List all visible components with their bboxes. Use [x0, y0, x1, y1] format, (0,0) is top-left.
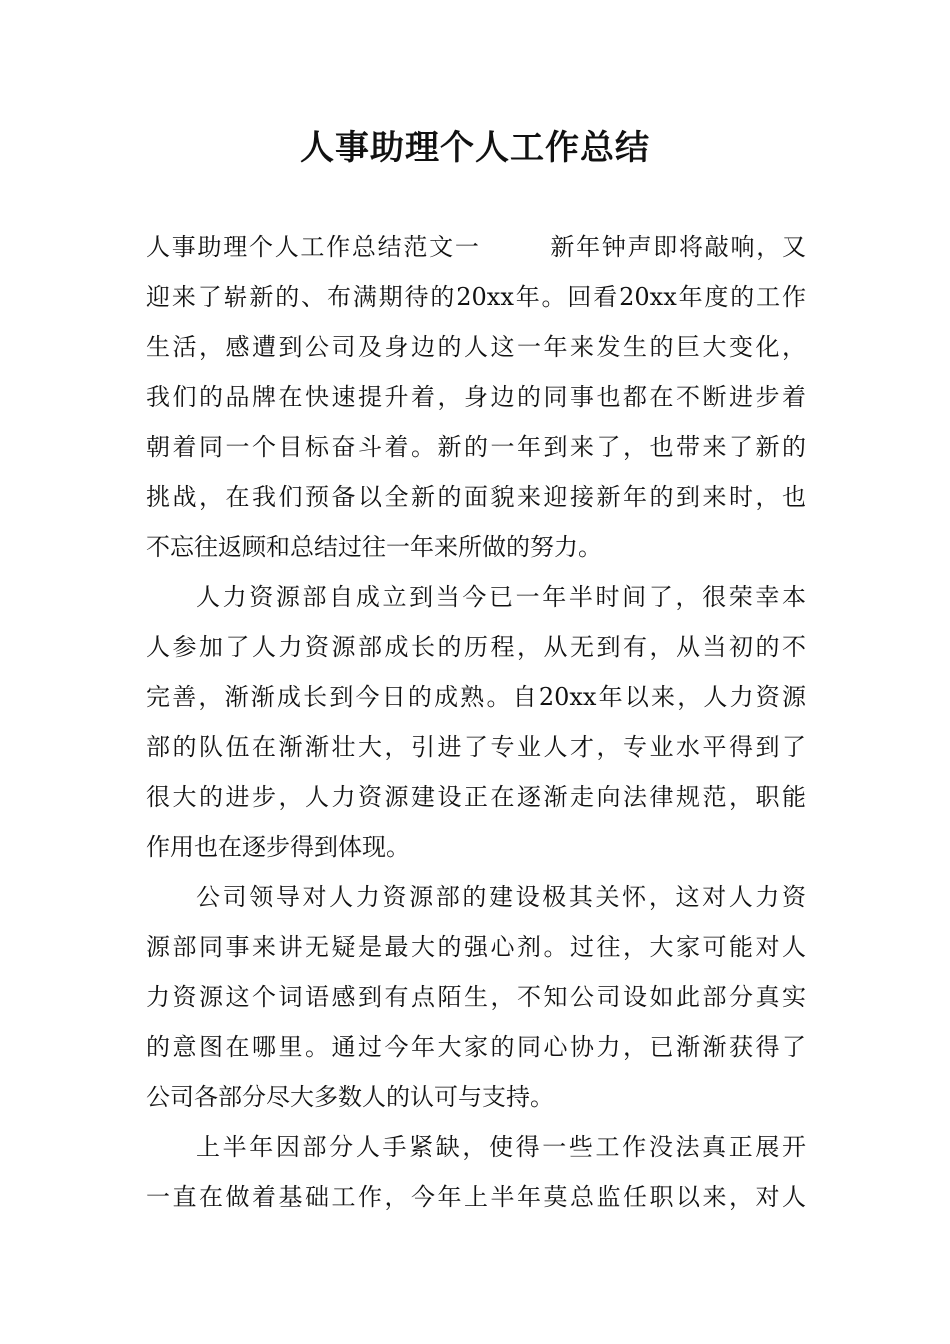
paragraph-line: 不忘往返顾和总结过往一年来所做的努力。 [146, 533, 602, 561]
paragraph-line: 挑战，在我们预备以全新的面貌来迎接新年的到来时，也 [146, 483, 806, 511]
paragraph-line: 部的队伍在渐渐壮大，引进了专业人才，专业水平得到了 [146, 733, 806, 761]
paragraph-line: 作用也在逐步得到体现。 [146, 833, 410, 861]
intro-label: 人事助理个人工作总结范文一 [146, 233, 481, 261]
paragraph-line: 很大的进步，人力资源建设正在逐渐走向法律规范，职能 [146, 783, 806, 811]
paragraph-line: 上半年因部分人手紧缺，使得一些工作没法真正展开 [196, 1133, 806, 1161]
paragraph-line: 迎来了崭新的、布满期待的20xx年。回看20xx年度的工作 [146, 283, 806, 311]
paragraph-3 [146, 872, 806, 1122]
paragraph-line: 完善，渐渐成长到今日的成熟。自20xx年以来，人力资源 [146, 683, 806, 711]
document-title: 人事助理个人工作总结 [300, 128, 650, 168]
paragraph-line: 力资源这个词语感到有点陌生，不知公司设如此部分真实 [146, 983, 806, 1011]
paragraph-2 [146, 572, 806, 872]
paragraph-line: 的意图在哪里。通过今年大家的同心协力，已渐渐获得了 [146, 1033, 806, 1061]
paragraph-line: 公司领导对人力资源部的建设极其关怀，这对人力资 [196, 883, 806, 911]
paragraph-line [146, 222, 806, 272]
paragraph-line: 朝着同一个目标奋斗着。新的一年到来了，也带来了新的 [146, 433, 806, 461]
paragraph-line: 公司各部分尽大多数人的认可与支持。 [146, 1083, 554, 1111]
paragraph-1 [146, 222, 806, 572]
line-text: 新年钟声即将敲响，又 [548, 233, 807, 261]
document-body [146, 222, 806, 1222]
paragraph-line: 人力资源部自成立到当今已一年半时间了，很荣幸本 [196, 583, 806, 611]
paragraph-line: 我们的品牌在快速提升着，身边的同事也都在不断进步着 [146, 383, 806, 411]
paragraph-line: 源部同事来讲无疑是最大的强心剂。过往，大家可能对人 [146, 933, 806, 961]
paragraph-line: 一直在做着基础工作，今年上半年莫总监任职以来，对人 [146, 1183, 806, 1211]
paragraph-line: 人参加了人力资源部成长的历程，从无到有，从当初的不 [146, 633, 806, 661]
paragraph-4 [146, 1122, 806, 1222]
paragraph-line: 生活，感遭到公司及身边的人这一年来发生的巨大变化， [146, 333, 806, 361]
